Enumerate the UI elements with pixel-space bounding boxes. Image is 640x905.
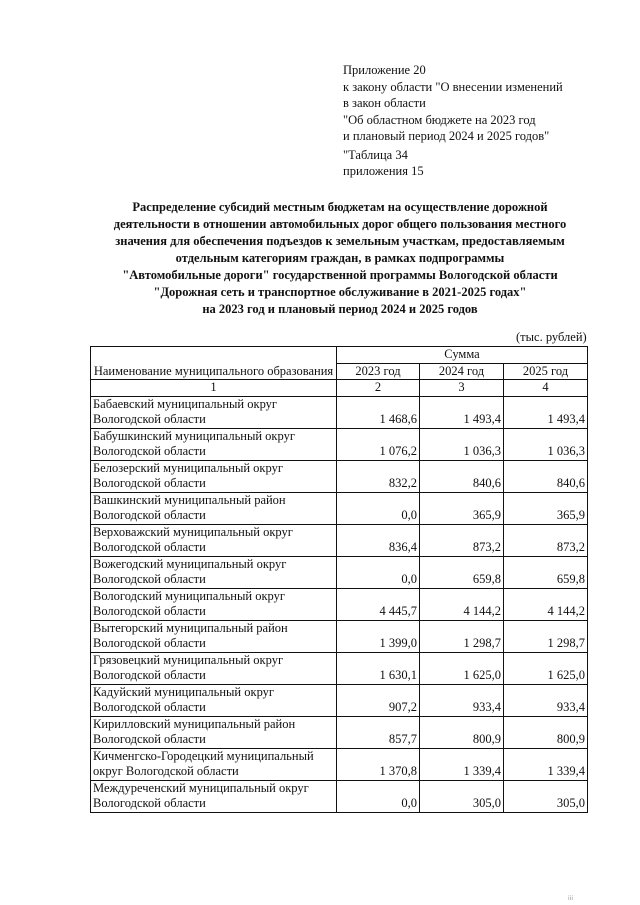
value-2024: 4 144,2 — [420, 588, 504, 620]
municipality-name: Верховажский муниципальный округ Вологодской области — [91, 524, 337, 556]
value-2025: 4 144,2 — [504, 588, 588, 620]
value-2025: 840,6 — [504, 460, 588, 492]
value-2024: 1 339,4 — [420, 748, 504, 780]
value-2024: 840,6 — [420, 460, 504, 492]
municipality-name: Белозерский муниципальный округ Вологодской области — [91, 460, 337, 492]
value-2025: 933,4 — [504, 684, 588, 716]
value-2025: 800,9 — [504, 716, 588, 748]
value-2023: 0,0 — [337, 492, 420, 524]
title-line: "Дорожная сеть и транспортное обслуживание в 2021-2025 годах" — [153, 285, 527, 299]
table-row — [91, 684, 588, 716]
appendix-line: и плановый период 2024 и 2025 годов" — [343, 129, 550, 143]
value-2024: 1 298,7 — [420, 620, 504, 652]
title-line: значения для обеспечения подъездов к земельным участкам, предоставляемым — [115, 234, 565, 248]
table-row — [91, 716, 588, 748]
municipality-name: Кадуйский муниципальный округ Вологодской области — [91, 684, 337, 716]
appendix-line: к закону области "О внесении изменений — [343, 79, 563, 94]
value-2024: 365,9 — [420, 492, 504, 524]
document-title — [60, 199, 620, 318]
municipality-name: Вологодский муниципальный округ Вологодской области — [91, 588, 337, 620]
page-mark: ⁞⁞⁞ — [568, 896, 574, 902]
value-2025: 1 625,0 — [504, 652, 588, 684]
table-row — [91, 428, 588, 460]
table-row — [91, 620, 588, 652]
value-2023: 1 399,0 — [337, 620, 420, 652]
header-municipality: Наименование муниципального образования — [91, 347, 337, 380]
municipality-name: Бабаевский муниципальный округ Вологодской области — [91, 396, 337, 428]
municipality-name: Вытегорский муниципальный район Вологодской области — [91, 620, 337, 652]
table-row — [91, 556, 588, 588]
value-2023: 4 445,7 — [337, 588, 420, 620]
value-2025: 305,0 — [504, 780, 588, 812]
value-2025: 365,9 — [504, 492, 588, 524]
municipality-name: Вожегодский муниципальный округ Вологодской области — [91, 556, 337, 588]
table-row — [91, 748, 588, 780]
table-row — [91, 652, 588, 684]
table-row — [91, 588, 588, 620]
table-row — [91, 396, 588, 428]
value-2023: 0,0 — [337, 780, 420, 812]
header-year-2024: 2024 год — [420, 363, 504, 380]
column-number: 2 — [337, 380, 420, 397]
subsidy-table — [90, 346, 588, 813]
title-line: Распределение субсидий местным бюджетам на осуществление дорожной — [132, 200, 548, 214]
municipality-name: Бабушкинский муниципальный округ Вологодской области — [91, 428, 337, 460]
value-2025: 873,2 — [504, 524, 588, 556]
municipality-name: Междуреченский муниципальный округ Вологодской области — [91, 780, 337, 812]
appendix-line: Приложение 20 — [343, 63, 426, 77]
column-number: 1 — [91, 380, 337, 397]
value-2025: 659,8 — [504, 556, 588, 588]
value-2023: 907,2 — [337, 684, 420, 716]
units-note: (тыс. рублей) — [516, 330, 587, 344]
value-2024: 1 625,0 — [420, 652, 504, 684]
value-2023: 1 630,1 — [337, 652, 420, 684]
appendix-line: в закон области — [343, 96, 426, 110]
value-2023: 0,0 — [337, 556, 420, 588]
header-sum: Сумма — [337, 347, 588, 364]
title-line: на 2023 год и плановый период 2024 и 2025 годов — [202, 302, 478, 316]
appendix-line: "Таблица 34 — [343, 147, 408, 162]
appendix-reference — [343, 62, 623, 180]
value-2024: 1 493,4 — [420, 396, 504, 428]
value-2025: 1 036,3 — [504, 428, 588, 460]
municipality-name: Вашкинский муниципальный район Вологодской области — [91, 492, 337, 524]
header-year-2025: 2025 год — [504, 363, 588, 380]
column-number: 4 — [504, 380, 588, 397]
table-row — [91, 492, 588, 524]
municipality-name: Грязовецкий муниципальный округ Вологодской области — [91, 652, 337, 684]
value-2025: 1 298,7 — [504, 620, 588, 652]
value-2024: 933,4 — [420, 684, 504, 716]
table-row — [91, 524, 588, 556]
table-row — [91, 460, 588, 492]
column-number: 3 — [420, 380, 504, 397]
value-2023: 832,2 — [337, 460, 420, 492]
appendix-line: приложения 15 — [343, 164, 424, 178]
value-2024: 659,8 — [420, 556, 504, 588]
header-year-2023: 2023 год — [337, 363, 420, 380]
value-2023: 1 370,8 — [337, 748, 420, 780]
municipality-name: Кичменгско-Городецкий муниципальный округ Вологодской области — [91, 748, 337, 780]
value-2023: 1 076,2 — [337, 428, 420, 460]
value-2024: 305,0 — [420, 780, 504, 812]
value-2023: 836,4 — [337, 524, 420, 556]
title-line: отдельным категориям граждан, в рамках подпрограммы — [175, 251, 505, 265]
value-2025: 1 493,4 — [504, 396, 588, 428]
value-2024: 800,9 — [420, 716, 504, 748]
value-2023: 857,7 — [337, 716, 420, 748]
value-2024: 1 036,3 — [420, 428, 504, 460]
value-2024: 873,2 — [420, 524, 504, 556]
title-line: деятельности в отношении автомобильных дорог общего пользования местного — [113, 217, 567, 231]
appendix-line: "Об областном бюджете на 2023 год — [343, 112, 536, 127]
value-2023: 1 468,6 — [337, 396, 420, 428]
value-2025: 1 339,4 — [504, 748, 588, 780]
title-line: "Автомобильные дороги" государственной программы Вологодской области — [122, 268, 558, 282]
municipality-name: Кирилловский муниципальный район Вологодской области — [91, 716, 337, 748]
table-row — [91, 780, 588, 812]
